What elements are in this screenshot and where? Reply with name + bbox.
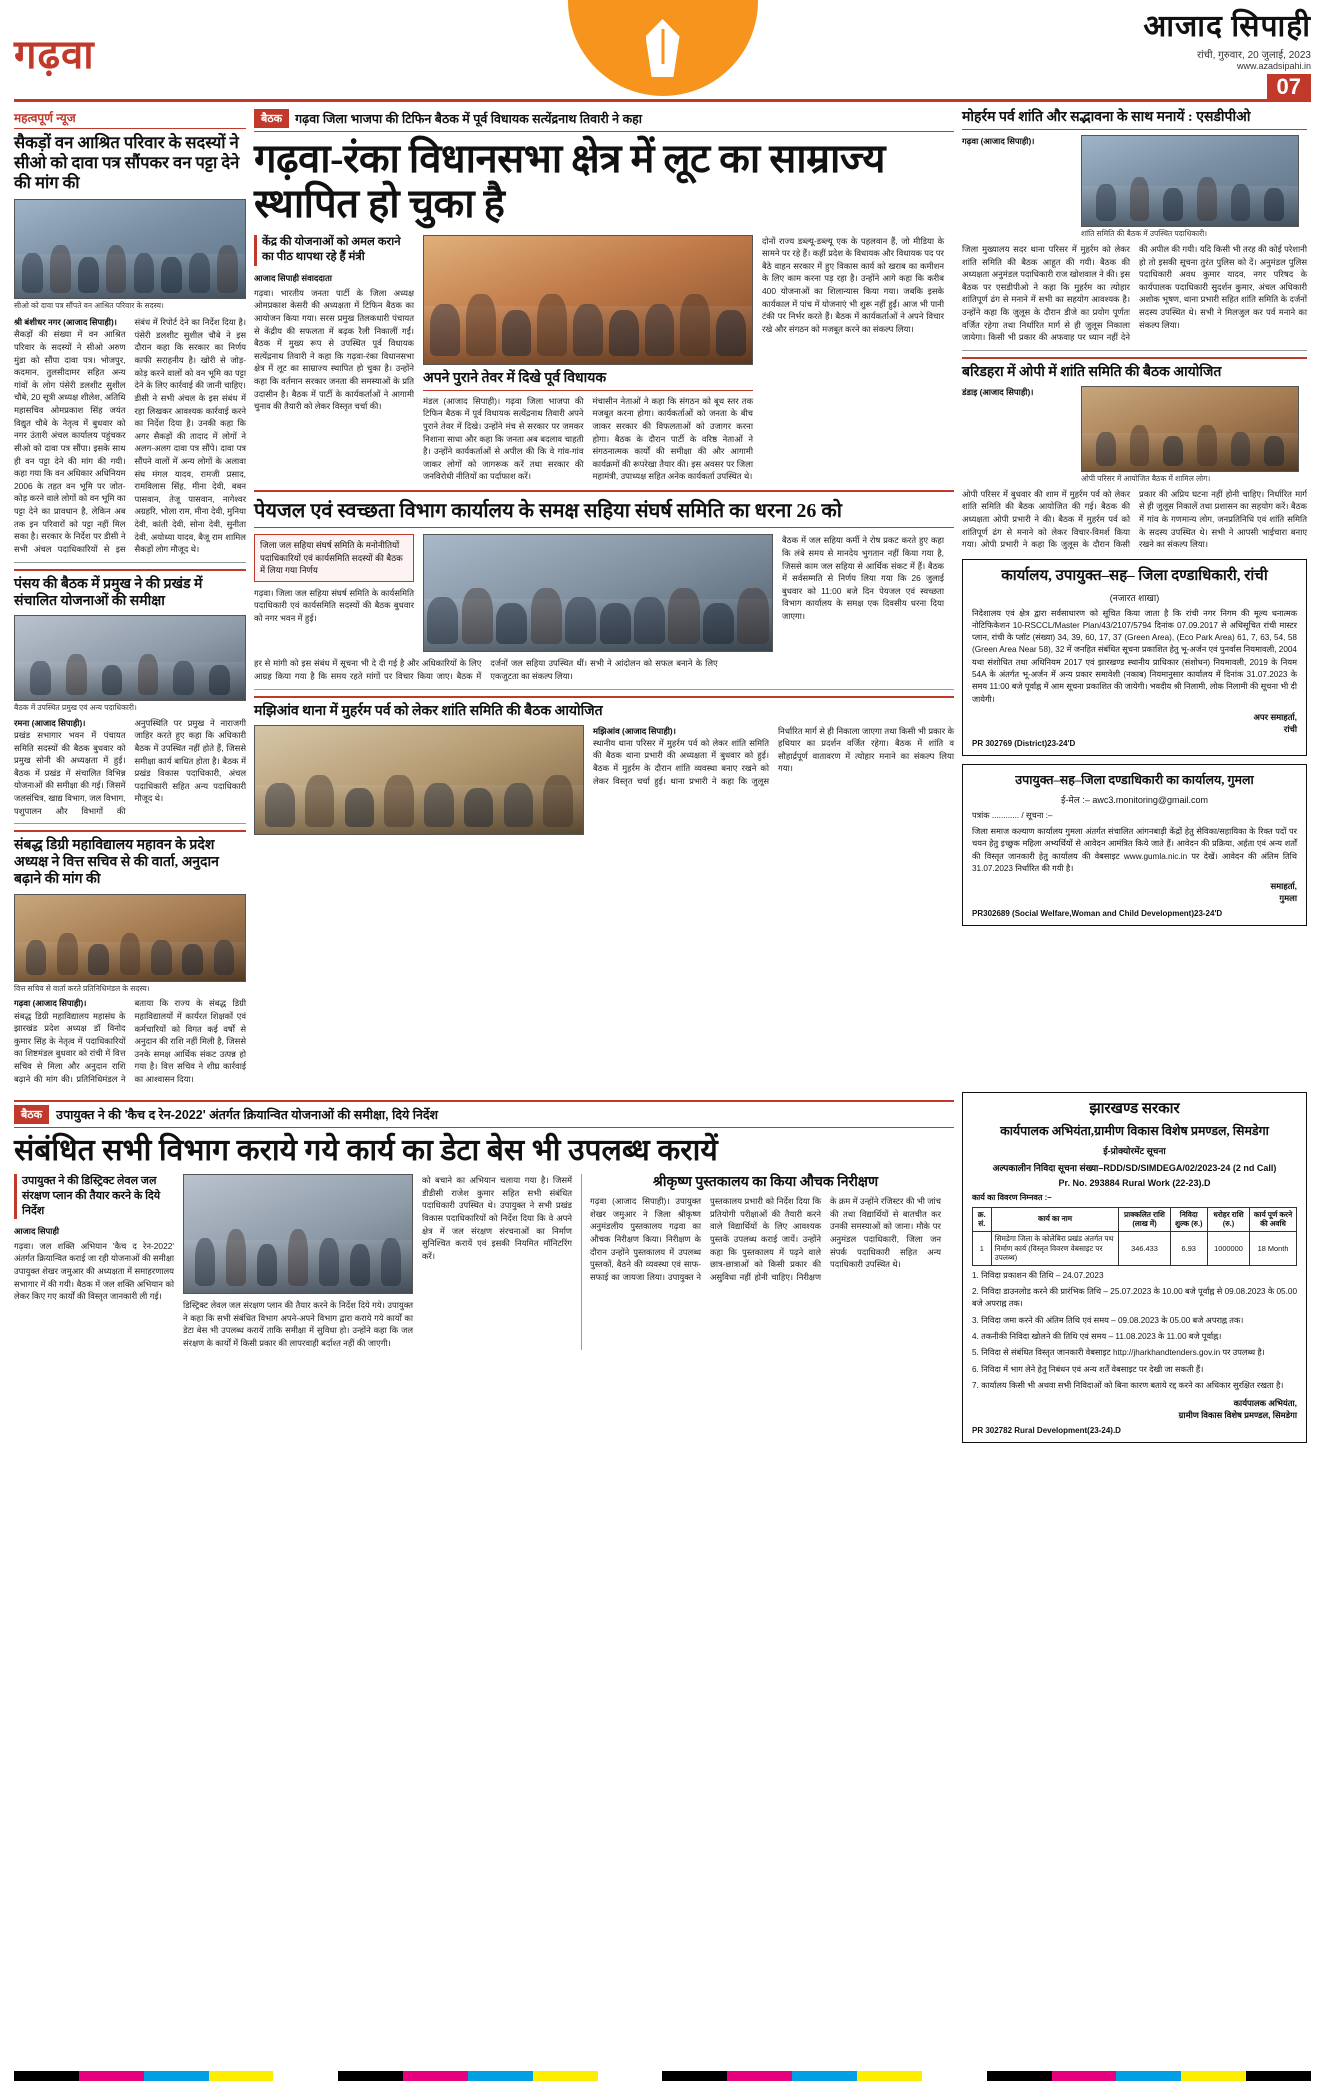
left-story2-headline: पंसय की बैठक में प्रमुख ने की प्रखंड में संचालित योजनाओं की समीक्षा <box>14 569 246 610</box>
page-content <box>14 109 1311 1086</box>
library-inspection-body: गढ़वा (आजाद सिपाही)। उपायुक्त शेखर जमुआर ने जिला श्रीकृष्ण अनुमंडलीय पुस्तकालय गढ़वा का औचक निरीक्षण किया। निरीक्षण के दौरान उन्होंने पुस्तकालय में उपलब्ध पुस्तकों, बैठने की व्यवस्था एवं साफ-सफाई का जायजा लिया। उपायुक्त ने पुस्तकालय प्रभारी को निर्देश दिया कि प्रतियोगी परीक्षाओं की तैयारी करने वाले विद्यार्थियों के लिए आवश्यक पुस्तकें उपलब्ध कराई जायें। उन्होंने कहा कि पुस्तकालय में पढ़ने वाले छात्र-छात्राओं को किसी प्रकार की असुविधा नहीं होनी चाहिए। निरीक्षण के क्रम में उन्होंने रजिस्टर की भी जांच की तथा विद्यार्थियों से बातचीत कर उनकी समस्याओं को जाना। मौके पर अनुमंडल पदाधिकारी, जिला जन संपर्क पदाधिकारी सहित अन्य पदाधिकारी उपस्थित थे। <box>590 1196 941 1282</box>
newspaper-title: आजाद सिपाही <box>1143 10 1311 44</box>
masthead <box>14 10 1311 102</box>
masthead-right <box>981 4 1311 100</box>
notice1-subtitle: (नजारत शाखा) <box>1109 592 1160 603</box>
center-body-col1: गढ़वा। भारतीय जनता पार्टी के जिला अध्यक्ष ओमप्रकाश केसरी की अध्यक्षता में टिफिन बैठक का आयोजन किया गया। सरस प्रमुख तिलकधारी पंचायत से केंद्रीय की सफलता में बढ़क रैली निकालीं गईं। बैठक में मुख्य रूप से उपस्थित पूर्व विधायक सत्येंद्रनाथ तिवारी ने कहा कि गढ़वा-रंका विधानसभा क्षेत्र में लूट का साम्राज्य स्थापित हो चुका है। उन्होंने कहा कि वर्तमान सरकार जनता की समस्याओं के प्रति उदासीन है। बैठक में पार्टी के कार्यकर्ताओं ने आगामी चुनाव की तैयारी को लेकर विस्तृत चर्चा की। <box>254 287 414 412</box>
notice2-title: उपायुक्त–सह–जिला दण्डाधिकारी का कार्यालय, गुमला <box>1015 773 1254 788</box>
bottom-body-2: डिस्ट्रिक्ट लेवल जल संरक्षण प्लान की तैयार करने के निर्देश दिये गये। उपायुक्त ने कहा कि सभी संबंधित विभाग अपने-अपने विभाग द्वारा कराये गये कार्यों का डेटा बेस भी उपलब्ध करायें ताकि समीक्षा में सुविधा हो। उन्होंने कहा कि जल संरक्षण के कार्यों में किसी प्रकार की लापरवाही बर्दाश्त नहीं की जाएगी। <box>183 1300 413 1348</box>
notice-jharkhand-tender <box>962 1092 1307 1443</box>
right-story2-body: ओपी परिसर में बुधवार की शाम में मुहर्रम पर्व को लेकर शांति समिति की बैठक आयोजित की गई। बैठक की अध्यक्षता ओपी प्रभारी ने की। बैठक में मुहर्रम पर्व को शांतिपूर्ण ढंग से मनाने को लेकर विचार-विमर्श किया गया। ओपी प्रभारी ने कहा कि जुलूस के दौरान किसी प्रकार की अप्रिय घटना नहीं होनी चाहिए। निर्धारित मार्ग से ही जुलूस निकालें तथा प्रशासन का सहयोग करें। बैठक में गांव के गणमान्य लोग, जनप्रतिनिधि एवं शांति समिति के सदस्य उपस्थित थे। सभी ने आपसी भाईचारा बनाए रखने का संकल्प लिया। <box>962 488 1307 550</box>
right-story1-dateline: गढ़वा (आजाद सिपाही)। <box>962 136 1035 147</box>
bottom-kicker-row <box>14 1100 954 1128</box>
notice3-line2: Pr. No. 293884 Rural Work (22-23).D <box>1058 1177 1211 1188</box>
notice3-term-5: 6. निविदा में भाग लेने हेतु निबंधन एवं अन्य शर्तें वेबसाइट पर देखी जा सकती हैं। <box>972 1364 1204 1374</box>
notice1-sign-1: अपर समाहर्ता, <box>1253 711 1297 722</box>
photo-block-meeting <box>14 615 246 701</box>
dharna-dateline: गढ़वा। जिला जल सहिया संघर्ष समिति के कार्यसमिति पदाधिकारी एवं कार्यसमिति सदस्यों की बैठक बुधवार को नगर भवन में हुई। <box>254 587 414 623</box>
masthead-left <box>14 25 314 80</box>
notice2-email-value: awc3.monitoring@gmail.com <box>1092 794 1209 805</box>
notice1-body: निदेशालय एवं क्षेत्र द्वारा सर्वसाधारण को सूचित किया जाता है कि रांची नगर निगम की मूल्य धनात्मक नोटिफिकेशन 10-RSCCL/Master Plan/43/2107/5794 दिनांक 07.09.2017 से अधिसूचित रांची मास्टर प्लान, रांची के प्लॉट (संख्या) 34, 39, 60, 17, 37 (Green Area), (Eco Park Area) 61, 7, 63, 54, 58 (Green Area Near 58), 32 में जनहित संबंधित सूचना प्रकाशित हेतु भू-अर्जन एवं पुनर्वास नियमावली, 2004 यथा संशोधित तथा अधिनियम 2017 एवं झारखण्ड स्थानीय प्राधिकार (संशोधन) नियमावली, 2019 के नियम 54A के अंतर्गत भू-अर्जन में अन्य प्रकार समावेशी (नकाब) नियमानुसार कार्यालय में दिनांक 31.07.2023 के समय 11:00 बजे पूर्वाह्न में आम सूचना प्रकाशित की जायेगी। भवदीय श्री निलामी, लोक निलामी की सूचना भी दी जायेगी। <box>972 608 1297 704</box>
bottom-byline: आजाद सिपाही <box>14 1225 60 1236</box>
notice3-sign-2: ग्रामीण विकास विशेष प्रमण्डल, सिमडेगा <box>1178 1409 1297 1420</box>
left-story2-dateline: रमना (आजाद सिपाही)। <box>14 717 86 728</box>
dharna-body-1: बैठक में जल सहिया कर्मी ने रोष प्रकट करते हुए कहा कि लंबे समय से मानदेय भुगतान नहीं किया गया है, जिससे काम जल सहिया से आर्थिक संकट में हैं। बैठक में सर्वसम्मति से निर्णय लिया गया कि 26 जुलाई बुधवार को 11:00 बजे दिन पेयजल एवं स्वच्छता विभाग कार्यालय के समक्ष एक दिवसीय धरना दिया जाएगा। <box>782 535 944 621</box>
left-lead-body: सैकड़ों की संख्या में वन आश्रित परिवार के सदस्यों ने सीओ अरुण मुंडा को सौंपा दावा पत्र। भोजपुर, कदमान, तुलसीदामर सहित अन्य गांवों के लोग पंसेरी डलशीट सुशील चौबे, 20 सूत्री अध्यक्ष शीलेश, अतिथि महासचिव ओमप्रकाश सिंह जयंत विद्युत चौबे के नेतृत्व में बुधवार को नगर उंतारी अंचल कार्यालय पहुंचकर सीओ को दावा पत्र सौंपा। इसके साथ ही वन पट्टा देने की मांग की गयी। कहा गया कि वन अधिकार अधिनियम 2006 के तहत वन भूमि पर जोत-कोड़ करने वाले लोगों को वन भूमि का पट्टा देने का प्रावधान है, लेकिन अब तक इन परिवारों को पट्टा नहीं मिल सका है। सरकार के निर्देश पर डीसी ने सभी अंचल पदाधिकारियों से इस संबंध में रिपोर्ट देने का निर्देश दिया है। पंसेरी डलशीट सुशील चौबे ने इस दौरान कहा कि सरकार का निर्णय काफी सराहनीय है। खोरी से जोड़-कोड़ करने वालों को वन भूमि का पट्टा देने के लिए कार्रवाई की जानी चाहिए। डीसी ने सभी अंचल के इस संबंध में रहा लिखकर आवश्यक कार्रवाई करने का निर्देश दिया है। उनकी कहा कि अगर सैकड़ों की तादाद में लोगों ने अलग-अलग दावा पत्र सौंपे। दावा पत्र सौंपने वालों में अन्य लोगों के अलावा संघ मंगल यादव, रामजी प्रसाद, रामविलास सिंह, मीना देवी, बबन पासवान, तेजू पासवान, नागेश्वर अग्रहरि, भोला राम, मीना देवी, मुनिया देवी, कांती देवी, सोना देवी, सुनीता देवी, अयोध्या यादव, बैजू राम शामिल सैकड़ों लोग मौजूद थे। <box>14 317 246 555</box>
left-story3-headline: संबद्ध डिग्री महाविद्यालय महावन के प्रदेश अध्यक्ष ने वित्त सचिव से की वार्ता, अनुदान बढ़ाने की मांग की <box>14 830 246 888</box>
photo-caption-2: बैठक में उपस्थित प्रमुख एवं अन्य पदाधिकारी। <box>14 702 137 712</box>
bottom-kicker-badge: बैठक <box>14 1105 49 1124</box>
photo-thana-meeting <box>254 725 584 835</box>
notice2-email <box>972 793 1297 806</box>
left-story3-body: संबद्ध डिग्री महाविद्यालय महासंघ के झारखंड प्रदेश अध्यक्ष डॉ विनोद कुमार सिंह के नेतृत्व में पदाधिकारियों का शिष्टमंडल बुधवार को रांची में वित्त सचिव से मिला और अनुदान राशि बढ़ाने की मांग की। प्रतिनिधिमंडल ने बताया कि राज्य के संबद्ध डिग्री महाविद्यालयों में कार्यरत शिक्षकों एवं कर्मचारियों को विगत कई वर्षों से अनुदान की राशि नहीं मिली है, जिससे उनके समक्ष आर्थिक संकट उत्पन्न हो गया है। वित्त सचिव ने शीघ्र कार्रवाई का आश्वासन दिया। <box>14 998 246 1085</box>
right-photo-caption-2: ओपी परिसर में आयोजित बैठक में शामिल लोग। <box>1081 473 1211 483</box>
bottom-kicker-text: उपायुक्त ने की 'कैच द रेन-2022' अंतर्गत क्रियान्वित योजनाओं की समीक्षा, दिये निर्देश <box>56 1107 439 1122</box>
notice1-sign-2: रांची <box>1283 723 1297 734</box>
photo-caption-3: वित्त सचिव से वार्ता करते प्रतिनिधिमंडल के सदस्य। <box>14 983 150 993</box>
notice3-term-0: 1. निविदा प्रकाशन की तिथि – 24.07.2023 <box>972 1270 1104 1280</box>
photo-delegation <box>14 894 246 982</box>
bottom-body-1: गढ़वा। जल शक्ति अभियान 'कैच द रेन-2022' अंतर्गत क्रियान्वित कराई जा रही योजनाओं की समीक्षा उपायुक्त शेखर जमुआर की अध्यक्षता में समाहरणालय सभागार में की गयी। बैठक में जल शक्ति अभियान को लेकर किए गए कार्यों की विस्तृत जानकारी ली गई। <box>14 1240 174 1302</box>
notice2-email-label: ई-मेल :– <box>1060 794 1090 805</box>
dharna-sub-deck: जिला जल सहिया संघर्ष समिति के मनोनीतियों पदाधिकारियों एवं कार्यसमिति सदस्यों की बैठक में लिया गया निर्णय <box>254 534 414 581</box>
bottom-section <box>14 1092 1311 1443</box>
tender-col-0: क्र. सं. <box>973 1207 992 1231</box>
majhiaon-dateline: मझिआंव (आजाद सिपाही)। <box>593 725 676 736</box>
tender-cell-0-1: सिमडेगा जिला के कोलेबिरा प्रखंड अंतर्गत पथ निर्माण कार्य (विस्तृत विवरण वेबसाइट पर उपलब्ध) <box>991 1231 1119 1265</box>
center-byline: आजाद सिपाही संवाददाता <box>254 272 332 283</box>
left-story3-dateline: गढ़वा (आजाद सिपाही)। <box>14 998 87 1009</box>
pen-nib-icon <box>646 19 680 77</box>
left-column <box>14 109 246 1086</box>
notice3-subtitle: कार्यपालक अभियंता,ग्रामीण विकास विशेष प्रमण्डल, सिमडेगा <box>1000 1124 1269 1139</box>
section-label-important-news: महत्वपूर्ण न्यूज <box>14 109 246 129</box>
notice3-tender-label: ई-प्रोक्योरमेंट सूचना <box>1103 1145 1166 1156</box>
left-lead-dateline: श्री बंशीधर नगर (आजाद सिपाही)। <box>14 317 117 328</box>
center-sub-deck: केंद्र की योजनाओं को अमल कराने का पीठ थापथा रहे हैं मंत्री <box>254 235 414 266</box>
notice3-pr-number: PR 302782 Rural Development(23-24).D <box>972 1425 1121 1435</box>
logo-badge <box>568 0 758 96</box>
tender-cell-0-3: 6.93 <box>1170 1231 1207 1265</box>
bottom-sub-deck: उपायुक्त ने की डिस्ट्रिक्ट लेवल जल संरक्षण प्लान की तैयार करने के दिये निर्देश <box>14 1174 174 1219</box>
notice-ranchi-dc <box>962 559 1307 757</box>
notice3-line1: अल्पकालीन निविदा सूचना संख्या–RDD/SD/SIMDEGA/02/2023-24 (2 nd Call) <box>992 1162 1277 1173</box>
color-registration-bar <box>14 2071 1311 2081</box>
photo-caption-1: सीओ को दावा पत्र सौंपते वन आश्रित परिवार के सदस्य। <box>14 301 164 311</box>
edition-name: गढ़वा <box>14 32 95 77</box>
notice1-pr-number: PR 302769 (District)23-24'D <box>972 739 1076 749</box>
notice3-sign-1: कार्यपालक अभियंता, <box>1233 1398 1297 1409</box>
table-row <box>973 1231 1297 1265</box>
page-number: 07 <box>1267 74 1311 100</box>
tender-col-3: निविदा शुल्क (रु.) <box>1170 1207 1207 1231</box>
tender-col-4: धरोहर राशि (रु.) <box>1207 1207 1249 1231</box>
center-photo-subbody: मंडल (आजाद सिपाही)। गढ़वा जिला भाजपा की टिफिन बैठक में पूर्व विधायक सत्येंद्रनाथ तिवारी अपने पुराने तेवर में दिखे। उन्होंने मंच से सरकार पर जमकर निशाना साधा और कहा कि जनता अब बदलाव चाहती है। उन्होंने कार्यकर्ताओं से अपील की कि वे गांव-गांव जाकर लोगों को जागरूक करें तथा सरकार की जनविरोधी नीतियों का पर्दाफाश करें। <box>423 395 584 482</box>
kicker-text-meeting: गढ़वा जिला भाजपा की टिफिन बैठक में पूर्व विधायक सत्येंद्रनाथ तिवारी ने कहा <box>295 112 643 126</box>
photo-dc-review-meeting <box>183 1174 413 1294</box>
tender-cell-0-4: 1000000 <box>1207 1231 1249 1265</box>
notice1-title: कार्यालय, उपायुक्त–सह– जिला दण्डाधिकारी, रांची <box>1001 567 1268 584</box>
center-column <box>254 109 954 1086</box>
left-story2-body: प्रखंड सभागार भवन में पंचायत समिति सदस्यों की बैठक बुधवार को प्रमुख सोनी की अध्यक्षता में हुई। बैठक में प्रखंड में संचालित विभिन्न योजनाओं की समीक्षा की गई। जिसमें जलसंचित्र, खाद्य विभाग, जल विभाग, पशुपालन और विभागों की अनुपस्थिति पर प्रमुख ने नाराजगी जाहिर करते हुए कहा कि अधिकारी बैठक में उपस्थित नहीं होते हैं, जिससे समीक्षा कार्य बाधित होता है। बैठक में प्रखंड विकास पदाधिकारी, अंचल पदाधिकारी सहित अन्य पदाधिकारी मौजूद थे। <box>14 717 246 816</box>
tender-col-1: कार्य का नाम <box>991 1207 1119 1231</box>
publication-date: रांची, गुरुवार, 20 जुलाई, 2023 <box>1197 50 1311 62</box>
notice2-row1: पत्रांक ............ / सूचना :– <box>972 810 1053 820</box>
kicker-badge-meeting: बैठक <box>254 109 289 128</box>
notice2-pr-number: PR302689 (Social Welfare,Woman and Child Development)23-24'D <box>972 908 1223 918</box>
tender-col-2: प्राक्कलित राशि (लाख में) <box>1119 1207 1170 1231</box>
center-photo-subhead: अपने पुराने तेवर में दिखे पूर्व विधायक <box>423 370 753 391</box>
notice-gumla-dc <box>962 764 1307 925</box>
notice3-table-caption: कार्य का विवरण निम्नवत :– <box>972 1192 1052 1202</box>
right-photo-caption-1: शांति समिति की बैठक में उपस्थित पदाधिकारी। <box>1081 229 1208 239</box>
library-inspection-headline: श्रीकृष्ण पुस्तकालय का किया औचक निरीक्षण <box>652 1175 879 1191</box>
notice3-term-3: 4. तकनीकी निविदा खोलने की तिथि एवं समय – 11.08.2023 के 11.00 बजे पूर्वाह्न। <box>972 1331 1222 1341</box>
majhiaon-headline: मझिआंव थाना में मुहर्रम पर्व को लेकर शांति समिति की बैठक आयोजित <box>254 696 954 720</box>
tender-table-header-row <box>973 1207 1297 1231</box>
left-lead-headline: सैकड़ों वन आश्रित परिवार के सदस्यों ने सीओ को दावा पत्र सौंपकर वन पट्टा देने की मांग की <box>14 133 240 193</box>
photo-shanti-samiti-1 <box>1081 135 1299 227</box>
main-headline: गढ़वा-रंका विधानसभा क्षेत्र में लूट का साम्राज्य स्थापित हो चुका है <box>254 136 885 226</box>
center-kicker-row <box>254 109 954 132</box>
majhiaon-body: स्थानीय थाना परिसर में मुहर्रम पर्व को लेकर शांति समिति की बैठक थाना प्रभारी की अध्यक्षता में बुधवार को हुई। बैठक में मुहर्रम के दौरान शांति व्यवस्था बनाए रखने को लेकर विस्तृत चर्चा हुई। थाना प्रभारी ने कहा कि जुलूस निर्धारित मार्ग से ही निकाला जाएगा तथा किसी भी प्रकार के हथियार का प्रदर्शन वर्जित रहेगा। बैठक में शांति व सौहार्द्रपूर्ण वातावरण में त्योहार मनाने का संकल्प लिया गया। <box>593 725 954 786</box>
tender-cell-0-0: 1 <box>973 1231 992 1265</box>
tender-table <box>972 1207 1297 1266</box>
tender-cell-0-2: 346.433 <box>1119 1231 1170 1265</box>
tender-cell-0-5: 18 Month <box>1250 1231 1297 1265</box>
right-column <box>962 109 1307 1086</box>
photo-claim-submission <box>14 199 246 299</box>
right-story1-body: जिला मुख्यालय सदर थाना परिसर में मुहर्रम को लेकर शांति समिति की बैठक आहूत की गयी। बैठक की अध्यक्षता अनुमंडल पदाधिकारी राज खोशवाल ने की। इस बैठक पर एसडीपीओ ने कहा कि मुहर्रम का त्योहार शांतिपूर्ण ढंग से मनाने में सभी का सहयोग आवश्यक है। उन्होंने कहा कि जुलूस के दौरान डीजे का प्रयोग पूर्णतः वर्जित रहेगा तथा निर्धारित मार्ग से ही जुलूस निकाला जायेगा। किसी भी प्रकार की अफवाह पर ध्यान नहीं देने की अपील की गयी। यदि किसी भी तरह की कोई परेशानी हो तो इसकी सूचना तुरंत पुलिस को दें। अनुमंडल पुलिस पदाधिकारी अवध कुमार यादव, नगर परिषद के कार्यपालक पदाधिकारी सुदर्शन कुमार, अंचल अधिकारी अशोक भूषण, थाना प्रभारी सहित शांति समिति के दर्जनों सदस्य उपस्थित थे। सभी ने मिलजुल कर पर्व मनाने का संकल्प लिया। <box>962 243 1307 343</box>
right-story1-headline: मोहर्रम पर्व शांति और सद्भावना के साथ मनायें : एसडीपीओ <box>962 109 1307 130</box>
notice2-sign-2: गुमला <box>1279 892 1297 903</box>
notice2-sign-1: समाहर्ता, <box>1270 881 1297 892</box>
photo-shanti-samiti-2 <box>1081 386 1299 472</box>
tender-col-5: कार्य पूर्ण करने की अवधि <box>1250 1207 1297 1231</box>
notice3-term-6: 7. कार्यालय किसी भी अथवा सभी निविदाओं को बिना कारण बताये रद्द करने का अधिकार सुरक्षित रखता है। <box>972 1380 1284 1390</box>
notice3-term-4: 5. निविदा से संबंधित विस्तृत जानकारी वेबसाइट http://jharkhandtenders.gov.in पर उपलब्ध है। <box>972 1348 1265 1358</box>
center-body-col3: दोनों राज्य डब्ल्यू-डब्ल्यू एक के पहलवान हैं, जो मीडिया के सामने पर रहे हैं। कहीं प्रदेश के विधायक और विधायक पद पर बैठे वाहन सरकार में हुए विकास कार्य को खराब का कमीशन के लिए काम करना पड़ रहा है। उन्होंने आगे कहा कि करीब 400 योजनाओं का शिलान्यास किया गया। जबकि इसके कार्यकाल में पांच में योजनाएं भी शुरू नहीं हुईं। आज भी पानी टंकी पर निर्भर करते हैं। बैठक में कार्यकर्ताओं ने अपने विचार रखे और संगठन को मजबूत करने का संकल्प लिया। <box>762 235 944 334</box>
dharna-body-2: हर से मांगी को इस संबंध में सूचना भी दे दी गई है और अधिकारियों के लिए आग्रह किया गया है कि समय रहते मांगों पर विचार किया जाए। बैठक में दर्जनों जल सहिया उपस्थित थीं। सभी ने आंदोलन को सफल बनाने के लिए एकजुटता का संकल्प लिया। <box>254 658 718 681</box>
notice3-title: झारखण्ड सरकार <box>1089 1100 1180 1117</box>
right-story2-headline: बरिडहरा में ओपी में शांति समिति की बैठक आयोजित <box>962 357 1307 381</box>
center-body-col2: मंचासीन नेताओं ने कहा कि संगठन को बूथ स्तर तक मजबूत करना होगा। कार्यकर्ताओं को जनता के बीच जाकर सरकार की विफलताओं को उजागर करना होगा। बैठक के दौरान पार्टी के वरिष्ठ नेताओं ने संगठनात्मक कार्यों की समीक्षा की और आगामी कार्यक्रमों की रूपरेखा तैयार की। इस अवसर पर जिला महामंत्री, उपाध्यक्ष सहित अनेक कार्यकर्ता उपस्थित थे। <box>592 395 753 482</box>
photo-party-meeting-stage <box>423 235 753 365</box>
notice2-body: जिला समाज कल्याण कार्यालय गुमला अंतर्गत संचालित आंगनबाड़ी केंद्रों हेतु सेविका/सहायिका के रिक्त पदों पर चयन हेतु इच्छुक महिला अभ्यर्थियों से आवेदन आमंत्रित किये जाते हैं। आवेदन की प्रक्रिया, अर्हता एवं अन्य शर्तों की विस्तृत जानकारी हेतु कार्यालय की वेबसाइट www.gumla.nic.in पर देखें। आवेदन की अंतिम तिथि 31.07.2023 निर्धारित की गयी है। <box>972 827 1297 873</box>
dharna-headline: पेयजल एवं स्वच्छता विभाग कार्यालय के समक्ष सहिया संघर्ष समिति का धरना 26 को <box>254 499 954 528</box>
notice3-term-2: 3. निविदा जमा करने की अंतिम तिथि एवं समय – 09.08.2023 के 05.00 बजे अपराह्न तक। <box>972 1315 1244 1325</box>
bottom-body-3: को बचाने का अभियान चलाया गया है। जिसमें डीडीसी राजेश कुमार सहित सभी संबंधित पदाधिकारी उपस्थित थे। उपायुक्त ने सभी प्रखंड विकास पदाधिकारियों को निर्देश दिया कि वे अपने क्षेत्र में जल संरक्षण संरचनाओं का निर्माण सुनिश्चित करायें एवं इसकी नियमित मॉनिटरिंग करें। <box>422 1175 572 1261</box>
bottom-right-block <box>962 1092 1307 1443</box>
photo-sahiya-group <box>423 534 773 652</box>
right-story2-dateline: डंडाइ (आजाद सिपाही)। <box>962 386 1034 397</box>
website-url: www.azadsipahi.in <box>1236 61 1311 72</box>
bottom-left-block <box>14 1092 954 1443</box>
bottom-main-headline: संबंधित सभी विभाग कराये गये कार्य का डेटा बेस भी उपलब्ध करायें <box>14 1133 718 1167</box>
notice3-term-1: 2. निविदा डाउनलोड करने की प्रारंभिक तिथि – 25.07.2023 के 10.00 बजे पूर्वाह्न से 09.08.2023 के 05.00 बजे अपराह्न तक। <box>972 1287 1297 1309</box>
